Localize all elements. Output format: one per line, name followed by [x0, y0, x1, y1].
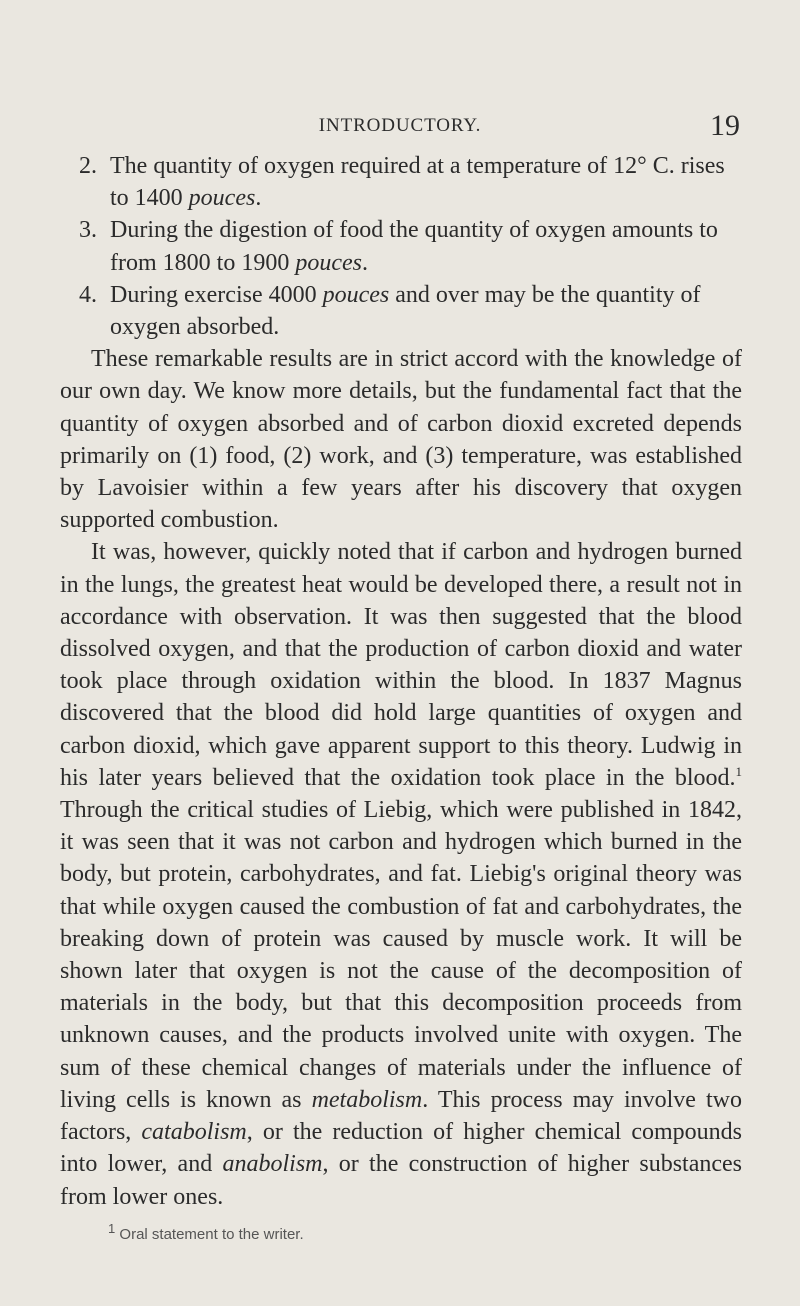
term-anabolism: anabolism	[222, 1151, 323, 1178]
paragraph: These remarkable results are in strict accord with the knowledge of our own day. We know more details, but the fundamental fact that the quantity of oxygen absorbed and of carbon dioxid excreted depends primarily on (1) food, (2) work, and (3) temperature, was established by Lavoisier within a few years after his discovery that oxygen supported combustion.	[60, 346, 742, 534]
list-text: The quantity of oxygen required at a temperature of 12° C. rises to 1400	[110, 153, 725, 212]
running-head: INTRODUCTORY.	[318, 115, 482, 136]
list-number: 4.	[79, 281, 97, 308]
paragraph-text: Through the critical studies of Liebig, which were published in 1842, it was seen that it was not carbon and hydrogen which burned in the body, but protein, carbohydrates, and fat. Liebig's original theory was that while oxygen caused the combustion of fat and carbohydrates, the breaking down of protein was caused by muscle work. It will be shown later that oxygen is not the cause of the decomposition of materials in the body, but that this decomposition proceeds from unknown causes, and the products involved unite with oxygen. The sum of these chemical changes of materials under the influence of living cells is known as	[60, 797, 742, 1113]
list-emphasis: pouces	[322, 281, 390, 308]
paragraph-text: , or the reduction of higher chemical compounds into lower, and	[60, 1119, 742, 1178]
paragraph-text: , or the construction of higher substances from lower ones.	[60, 1151, 743, 1210]
list-emphasis: pouces	[295, 249, 362, 276]
footnote-text: Oral statement to the writer.	[115, 1226, 304, 1243]
list-number: 3.	[79, 217, 97, 244]
page-number: 19	[710, 109, 740, 142]
list-item	[60, 214, 742, 278]
list-item	[60, 279, 742, 343]
list-text: During exercise 4000	[110, 281, 323, 308]
page-header	[60, 109, 740, 145]
footnote	[108, 1221, 304, 1243]
list-text-end: .	[255, 185, 262, 212]
footnote-marker: 1	[108, 1221, 116, 1236]
list-item	[60, 150, 742, 214]
term-metabolism: metabolism	[311, 1086, 423, 1113]
term-catabolism: catabolism	[141, 1119, 247, 1146]
body-text	[60, 150, 742, 1213]
list-text-end: and over may be the quantity of oxygen absorbed.	[110, 281, 701, 341]
paragraph-text: It was, however, quickly noted that if carbon and hydrogen burned in the lungs, the greatest heat would be developed there, a result not in accordance with observation. It was then suggested that the blood dissolved oxygen, and that the production of carbon dioxid and water took place through oxidation within the blood. In 1837 Magnus discovered that the blood did hold large quantities of oxygen and carbon dioxid, which gave apparent support to this theory. Ludwig in his later years believed that the oxidation took place in the blood.	[60, 539, 742, 791]
list-text-end: .	[361, 249, 368, 276]
list-number: 2.	[79, 153, 97, 179]
list-text: During the digestion of food the quantity of oxygen amounts to from 1800 to 1900	[110, 217, 718, 276]
list-emphasis: pouces	[188, 185, 256, 212]
paragraph	[60, 536, 742, 1212]
footnote-reference: 1	[735, 763, 742, 779]
paragraph-text: . This process may involve two factors,	[60, 1086, 742, 1146]
